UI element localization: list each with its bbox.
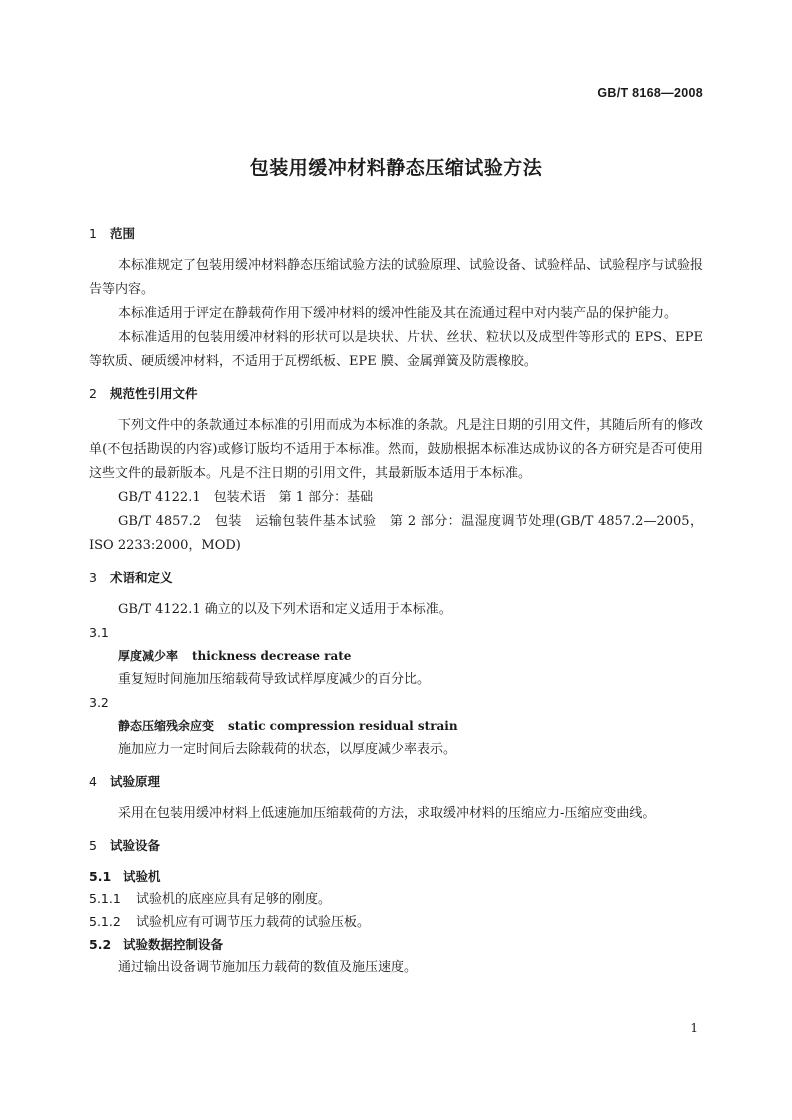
section-number: 4 xyxy=(89,774,97,789)
section-title: 术语和定义 xyxy=(110,570,173,585)
section-3-heading xyxy=(89,568,703,588)
section-number: 1 xyxy=(89,226,97,241)
reference-item: GB/T 4122.1 包装术语 第 1 部分：基础 xyxy=(118,490,374,505)
term-definition: 施加应力一定时间后去除载荷的状态，以厚度减少率表示。 xyxy=(118,742,457,757)
section-title: 试验设备 xyxy=(110,838,161,853)
term-name xyxy=(89,714,703,738)
term-name-zh: 静态压缩残余应变 xyxy=(118,719,215,733)
section-title: 范围 xyxy=(110,226,136,241)
clause-number: 5.1.1 xyxy=(89,891,121,906)
subsection-number: 5.2 xyxy=(89,937,112,952)
term-number: 3.1 xyxy=(89,625,109,640)
paragraph: 下列文件中的条款通过本标准的引用而成为本标准的条款。凡是注日期的引用文件，其随后所有的修改单(不包括勘误的内容)或修订版均不适用于本标准。然而，鼓励根据本标准达成协议的各方研究是否可使用这些文件的最新版本。凡是不注日期的引用文件，其最新版本适用于本标准。 xyxy=(89,418,704,481)
section-4-heading xyxy=(89,772,703,792)
page-number: 1 xyxy=(690,1021,698,1035)
subsection-number: 5.1 xyxy=(89,869,112,884)
section-5-heading xyxy=(89,836,703,856)
standard-code: GB/T 8168—2008 xyxy=(597,86,703,100)
term-number: 3.2 xyxy=(89,695,109,710)
paragraph: 采用在包装用缓冲材料上低速施加压缩载荷的方法，求取缓冲材料的压缩应力-压缩应变曲线。 xyxy=(118,806,656,821)
section-2-heading xyxy=(89,384,703,404)
term-name xyxy=(89,644,703,668)
document-title: 包装用缓冲材料静态压缩试验方法 xyxy=(249,157,543,179)
paragraph: 本标准适用于评定在静载荷作用下缓冲材料的缓冲性能及其在流通过程中对内装产品的保护能力。 xyxy=(118,306,678,321)
section-number: 5 xyxy=(89,838,97,853)
paragraph: 本标准适用的包装用缓冲材料的形状可以是块状、片状、丝状、粒状以及成型件等形式的 EPS、EPE 等软质、硬质缓冲材料，不适用于瓦楞纸板、EPE 膜、金属弹簧及防震橡胶。 xyxy=(89,330,703,369)
term-name-en: static compression residual strain xyxy=(228,719,458,733)
clause-text: 试验机应有可调节压力载荷的试验压板。 xyxy=(136,915,371,930)
reference-item: GB/T 4857.2 包装 运输包装件基本试验 第 2 部分：温湿度调节处理(GB/T 4857.2—2005，ISO 2233:2000，MOD) xyxy=(89,514,703,553)
paragraph: 本标准规定了包装用缓冲材料静态压缩试验方法的试验原理、试验设备、试验样品、试验程序与试验报告等内容。 xyxy=(89,258,704,297)
section-1-heading xyxy=(89,224,703,244)
term-name-en: thickness decrease rate xyxy=(192,649,352,663)
subsection-title: 试验数据控制设备 xyxy=(123,937,224,952)
term-name-zh: 厚度减少率 xyxy=(118,649,179,663)
section-title: 规范性引用文件 xyxy=(110,386,198,401)
clause-text: 试验机的底座应具有足够的刚度。 xyxy=(136,892,332,907)
term-definition: 重复短时间施加压缩载荷导致试样厚度减少的百分比。 xyxy=(118,672,431,687)
clause-5-1-2 xyxy=(89,911,703,934)
section-title: 试验原理 xyxy=(110,774,161,789)
clause-number: 5.1.2 xyxy=(89,914,121,929)
subsection-title: 试验机 xyxy=(123,869,161,884)
section-number: 2 xyxy=(89,386,97,401)
paragraph: 通过输出设备调节施加压力载荷的数值及施压速度。 xyxy=(118,960,418,975)
subsection-5-1-heading xyxy=(89,866,703,888)
subsection-5-2-heading xyxy=(89,934,703,956)
document-body xyxy=(89,214,703,980)
clause-5-1-1 xyxy=(89,888,703,911)
paragraph: GB/T 4122.1 确立的以及下列术语和定义适用于本标准。 xyxy=(118,602,452,617)
section-number: 3 xyxy=(89,570,97,585)
